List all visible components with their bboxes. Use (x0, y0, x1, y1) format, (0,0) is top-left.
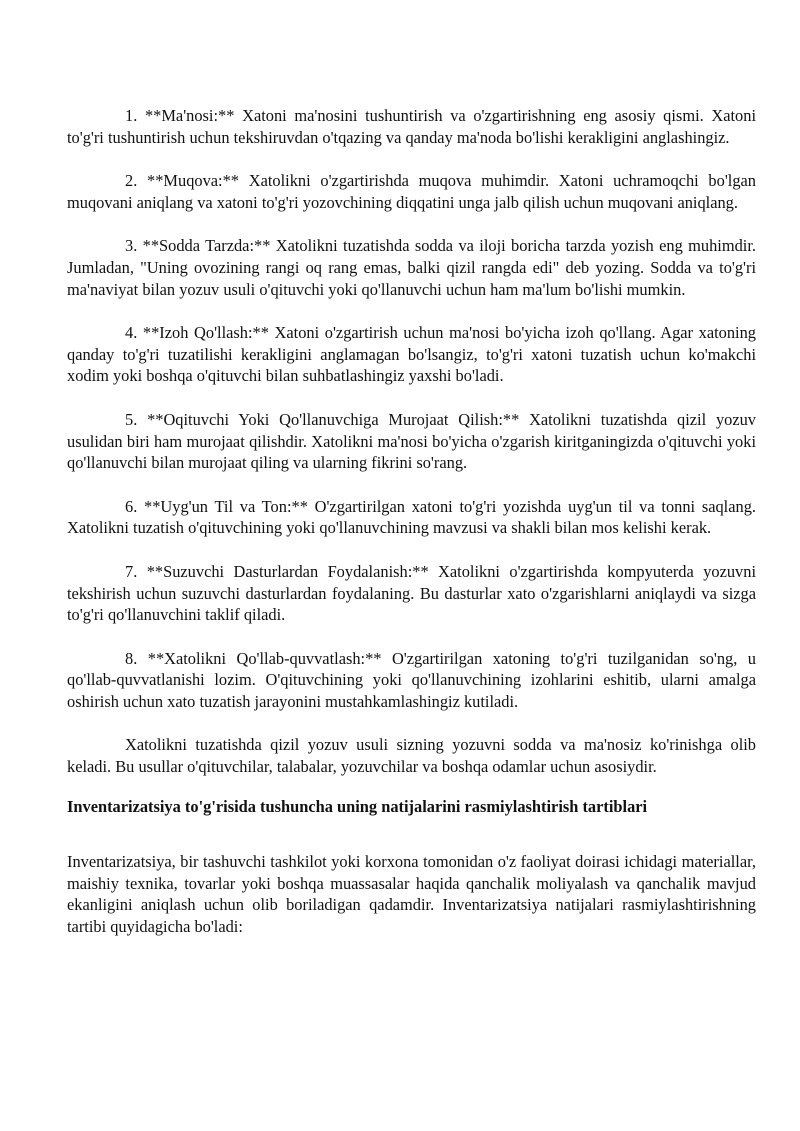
document-page (67, 105, 756, 938)
numbered-paragraph-7: 7. **Suzuvchi Dasturlardan Foydalanish:** Xatolikni o'zgartirishda kompyuterda yozuvni tekshirish uchun suzuvchi dasturlardan foydalaning. Bu dasturlar xato o'zgarishlarni aniqlaydi va sizga to'g'ri qo'llanuvchini taklif qiladi. (67, 561, 756, 625)
numbered-paragraph-1: 1. **Ma'nosi:** Xatoni ma'nosini tushuntirish va o'zgartirishning eng asosiy qismi. Xatoni to'g'ri tushuntirish uchun tekshiruvdan o'tqazing va qanday ma'noda bo'lishi kerakligini anglashingiz. (67, 106, 756, 147)
numbered-paragraph-5: 5. **Oqituvchi Yoki Qo'llanuvchiga Murojaat Qilish:** Xatolikni tuzatishda qizil yozuv usulidan biri ham murojaat qilishdir. Xatolikni ma'nosi bo'yicha o'zgarish kiritganingizda o'qituvchi yoki qo'llanuvchi bilan murojaat qiling va ularning fikrini so'rang. (67, 409, 756, 473)
numbered-paragraph-2: 2. **Muqova:** Xatolikni o'zgartirishda muqova muhimdir. Xatoni uchramoqchi bo'lgan muqovani aniqlang va xatoni to'g'ri yozovchining diqqatini unga jalb qilish uchun muqovani aniqlang. (67, 171, 756, 212)
numbered-paragraph-3: 3. **Sodda Tarzda:** Xatolikni tuzatishda sodda va iloji boricha tarzda yozish eng muhimdir. Jumladan, "Uning ovozining rangi oq rang emas, balki qizil rangda edi" deb yozing. Sodda va to'g'ri ma'naviyat bilan yozuv usuli o'qituvchi yoki qo'llanuvchi uchun ham ma'lum bo'lishi mumkin. (67, 236, 756, 299)
section-heading: Inventarizatsiya to'g'risida tushuncha uning natijalarini rasmiylashtirish tartiblari (67, 796, 648, 816)
numbered-paragraph-6: 6. **Uyg'un Til va Ton:** O'zgartirilgan xatoni to'g'ri yozishda uyg'un til va tonni saqlang. Xatolikni tuzatish o'qituvchining yoki qo'llanuvchining mavzusi va shakli bilan mos kelishi kerak. (67, 496, 756, 538)
conclusion-paragraph: Xatolikni tuzatishda qizil yozuv usuli sizning yozuvni sodda va ma'nosiz ko'rinishga olib keladi. Bu usullar o'qituvchilar, talabalar, yozuvchilar va boshqa odamlar uchun asosiydir. (67, 735, 756, 777)
numbered-paragraph-8: 8. **Xatolikni Qo'llab-quvvatlash:** O'zgartirilgan xatoning to'g'ri tuzilganidan so'ng, u qo'llab-quvvatlanishi lozim. O'qituvchining yoki qo'llanuvchining izohlarini eshitib, ularni amalga oshirish uchun xato tuzatish jarayonini mustahkamlashingiz kutiladi. (67, 648, 756, 711)
intro-paragraph: Inventarizatsiya, bir tashuvchi tashkilot yoki korxona tomonidan o'z faoliyat doirasi ichidagi materiallar, maishiy texnika, tovarlar yoki boshqa muassasalar haqida qanchalik moliyalash va qanchalik mavjud ekanligini aniqlash uchun olib boriladigan qadamdir. Inventarizatsiya natijalari rasmiylashtirishning tartibi quyidagicha bo'ladi: (67, 852, 756, 937)
numbered-paragraph-4: 4. **Izoh Qo'llash:** Xatoni o'zgartirish uchun ma'nosi bo'yicha izoh qo'llang. Agar xatoning qanday to'g'ri tuzatilishi kerakligini anglamagan bo'lsangiz, to'g'ri xatoni tuzatish uchun ko'makchi xodim yoki boshqa o'qituvchi bilan suhbatlashingiz yaxshi bo'ladi. (67, 323, 756, 386)
